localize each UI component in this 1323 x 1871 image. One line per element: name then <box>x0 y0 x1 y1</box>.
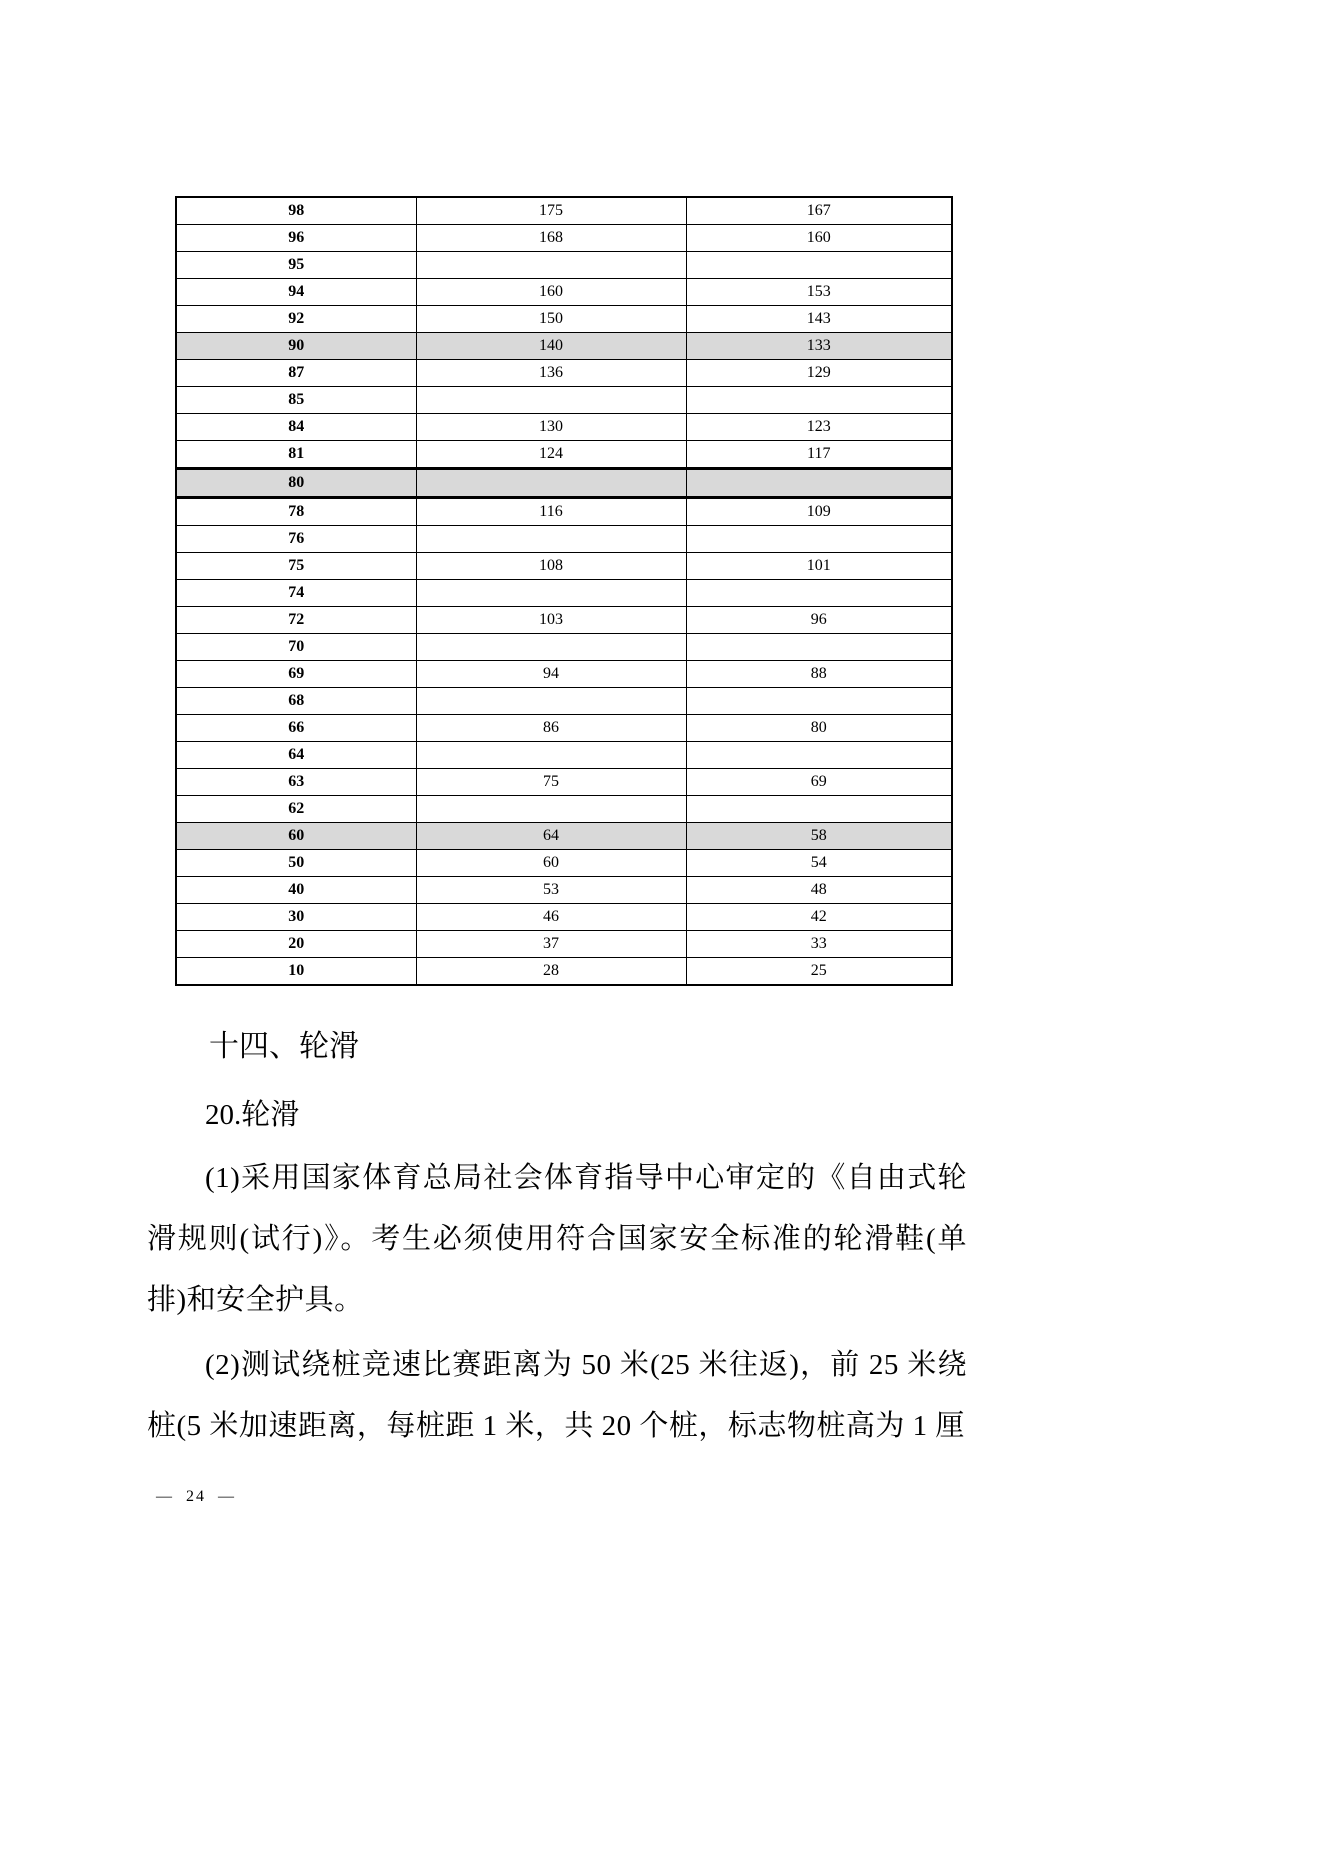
table-row <box>176 715 952 742</box>
table-row <box>176 333 952 360</box>
table-row <box>176 580 952 607</box>
value-cell: 88 <box>686 661 952 688</box>
score-cell: 90 <box>176 333 416 360</box>
page-number-value: 24 <box>186 1488 206 1505</box>
text-content <box>147 1018 967 1457</box>
value-cell: 117 <box>686 441 952 469</box>
value-cell: 101 <box>686 553 952 580</box>
value-cell: 60 <box>416 850 686 877</box>
table-row <box>176 688 952 715</box>
value-cell <box>416 796 686 823</box>
score-cell: 68 <box>176 688 416 715</box>
value-cell: 143 <box>686 306 952 333</box>
score-cell: 84 <box>176 414 416 441</box>
table-row <box>176 197 952 225</box>
score-cell: 95 <box>176 252 416 279</box>
score-cell: 75 <box>176 553 416 580</box>
section-heading: 十四、轮滑 <box>209 1030 359 1063</box>
value-cell: 123 <box>686 414 952 441</box>
score-cell: 96 <box>176 225 416 252</box>
value-cell: 124 <box>416 441 686 469</box>
value-cell <box>416 469 686 498</box>
table-row <box>176 958 952 986</box>
value-cell: 94 <box>416 661 686 688</box>
score-cell: 78 <box>176 498 416 526</box>
value-cell: 48 <box>686 877 952 904</box>
value-cell: 37 <box>416 931 686 958</box>
value-cell <box>416 634 686 661</box>
table-row <box>176 360 952 387</box>
value-cell <box>686 796 952 823</box>
score-cell: 85 <box>176 387 416 414</box>
score-table <box>175 196 953 986</box>
value-cell: 46 <box>416 904 686 931</box>
value-cell: 75 <box>416 769 686 796</box>
value-cell <box>686 688 952 715</box>
score-cell: 69 <box>176 661 416 688</box>
score-cell: 76 <box>176 526 416 553</box>
table-row <box>176 823 952 850</box>
page-number-right-dash: — <box>218 1488 236 1505</box>
value-cell: 116 <box>416 498 686 526</box>
value-cell: 69 <box>686 769 952 796</box>
value-cell: 133 <box>686 333 952 360</box>
value-cell: 42 <box>686 904 952 931</box>
table-row <box>176 526 952 553</box>
score-cell: 63 <box>176 769 416 796</box>
score-cell: 62 <box>176 796 416 823</box>
table-row <box>176 796 952 823</box>
value-cell: 103 <box>416 607 686 634</box>
score-cell: 20 <box>176 931 416 958</box>
value-cell: 136 <box>416 360 686 387</box>
table-row <box>176 661 952 688</box>
value-cell: 150 <box>416 306 686 333</box>
value-cell: 130 <box>416 414 686 441</box>
score-cell: 10 <box>176 958 416 986</box>
value-cell: 28 <box>416 958 686 986</box>
value-cell <box>416 742 686 769</box>
value-cell: 109 <box>686 498 952 526</box>
table-row <box>176 607 952 634</box>
table-row <box>176 634 952 661</box>
table-row <box>176 441 952 469</box>
value-cell: 168 <box>416 225 686 252</box>
table-row <box>176 225 952 252</box>
score-cell: 92 <box>176 306 416 333</box>
value-cell <box>416 387 686 414</box>
table-row <box>176 387 952 414</box>
value-cell: 54 <box>686 850 952 877</box>
score-cell: 80 <box>176 469 416 498</box>
table-row <box>176 553 952 580</box>
table-row <box>176 279 952 306</box>
value-cell: 140 <box>416 333 686 360</box>
value-cell <box>416 252 686 279</box>
value-cell: 58 <box>686 823 952 850</box>
value-cell: 96 <box>686 607 952 634</box>
value-cell: 86 <box>416 715 686 742</box>
score-cell: 94 <box>176 279 416 306</box>
value-cell: 153 <box>686 279 952 306</box>
value-cell <box>686 634 952 661</box>
score-cell: 30 <box>176 904 416 931</box>
value-cell <box>686 252 952 279</box>
page-number-left-dash: — <box>156 1488 174 1505</box>
table-row <box>176 469 952 498</box>
value-cell: 175 <box>416 197 686 225</box>
paragraph-test-description: (2)测试绕桩竞速比赛距离为 50 米(25 米往返)，前 25 米绕桩(5 米加速距离，每桩距 1 米，共 20 个桩，标志物桩高为 1 厘 <box>147 1349 967 1442</box>
item-heading: 20.轮滑 <box>205 1099 300 1131</box>
value-cell <box>686 526 952 553</box>
value-cell: 108 <box>416 553 686 580</box>
value-cell <box>416 580 686 607</box>
table-row <box>176 306 952 333</box>
value-cell <box>686 742 952 769</box>
score-cell: 70 <box>176 634 416 661</box>
score-cell: 50 <box>176 850 416 877</box>
score-table-body <box>176 197 952 985</box>
value-cell <box>686 469 952 498</box>
value-cell: 129 <box>686 360 952 387</box>
score-cell: 98 <box>176 197 416 225</box>
table-row <box>176 252 952 279</box>
table-row <box>176 904 952 931</box>
value-cell: 64 <box>416 823 686 850</box>
value-cell: 80 <box>686 715 952 742</box>
score-cell: 64 <box>176 742 416 769</box>
table-row <box>176 414 952 441</box>
score-cell: 74 <box>176 580 416 607</box>
score-cell: 40 <box>176 877 416 904</box>
value-cell: 160 <box>416 279 686 306</box>
score-cell: 87 <box>176 360 416 387</box>
value-cell <box>416 526 686 553</box>
score-cell: 81 <box>176 441 416 469</box>
score-cell: 60 <box>176 823 416 850</box>
value-cell <box>416 688 686 715</box>
table-row <box>176 877 952 904</box>
value-cell: 33 <box>686 931 952 958</box>
table-row <box>176 769 952 796</box>
value-cell: 53 <box>416 877 686 904</box>
paragraph-rules: (1)采用国家体育总局社会体育指导中心审定的《自由式轮滑规则(试行)》。考生必须使用符合国家安全标准的轮滑鞋(单排)和安全护具。 <box>147 1162 967 1316</box>
score-cell: 66 <box>176 715 416 742</box>
table-row <box>176 931 952 958</box>
value-cell <box>686 580 952 607</box>
table-row <box>176 850 952 877</box>
score-cell: 72 <box>176 607 416 634</box>
value-cell: 25 <box>686 958 952 986</box>
page-number <box>150 1488 242 1506</box>
table-row <box>176 498 952 526</box>
value-cell <box>686 387 952 414</box>
value-cell: 160 <box>686 225 952 252</box>
table-row <box>176 742 952 769</box>
value-cell: 167 <box>686 197 952 225</box>
